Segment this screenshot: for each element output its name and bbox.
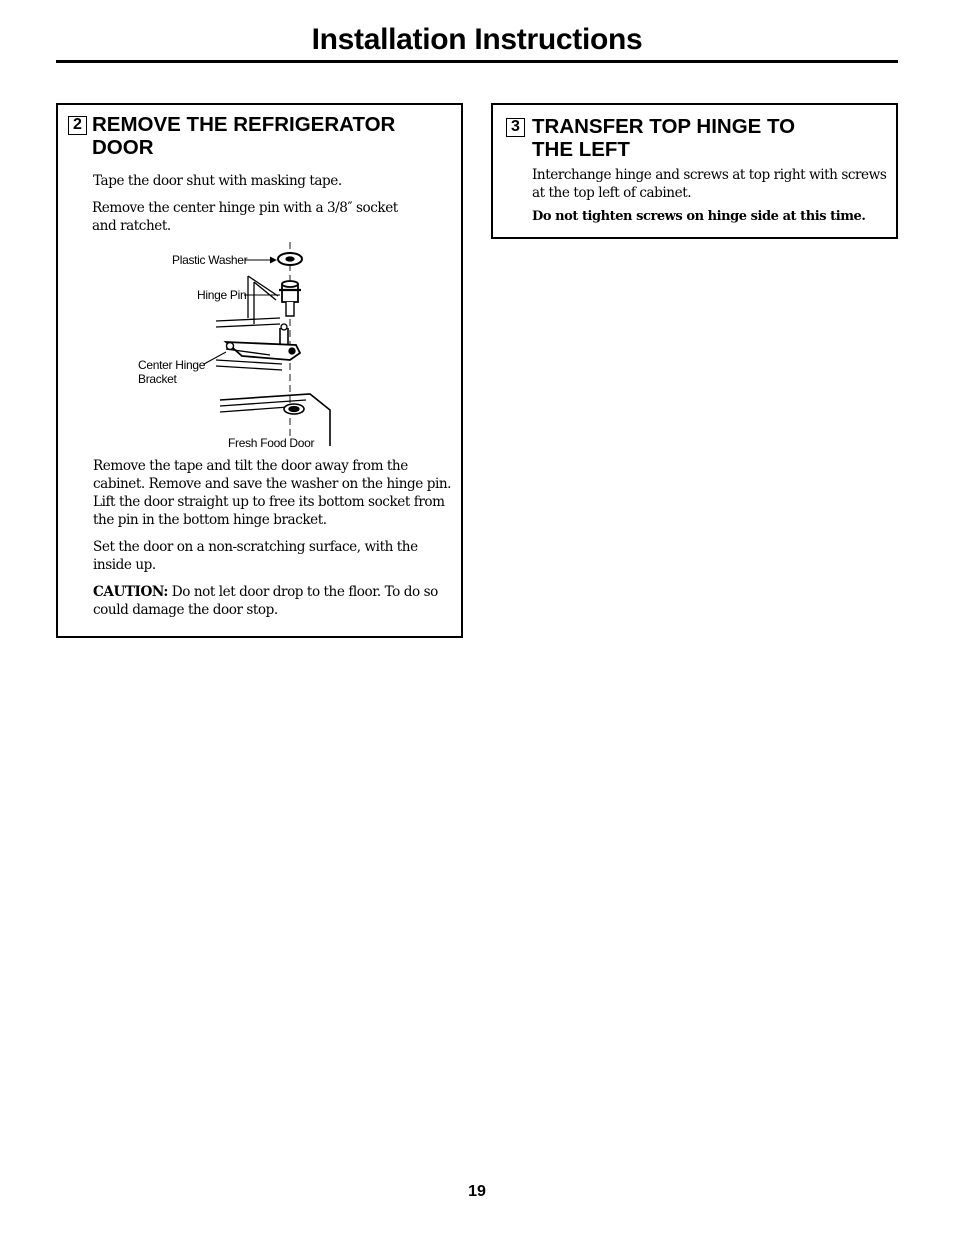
step-2-number: 2: [68, 116, 87, 135]
step-2-para-4-line2: inside up.: [93, 557, 156, 573]
step-3-heading: [532, 115, 795, 161]
step-2-para-2-line2: and ratchet.: [92, 218, 171, 234]
step-2-para-3-line2: cabinet. Remove and save the washer on the hinge pin.: [93, 476, 452, 492]
step-2-para-4: [93, 538, 418, 574]
page-number: 19: [468, 1183, 486, 1200]
label-center-hinge-line2: Bracket: [138, 372, 177, 386]
step-2-para-2-line1: Remove the center hinge pin with a 3/8″ socket: [92, 200, 398, 216]
label-center-hinge-bracket: [138, 358, 205, 386]
caution-text-1: Do not let door drop to the floor. To do so: [167, 584, 438, 600]
step-2-para-4-line1: Set the door on a non-scratching surface, with the: [93, 539, 418, 555]
caution-label: CAUTION:: [93, 584, 168, 600]
step-3-para-1-line2: at the top left of cabinet.: [532, 185, 692, 201]
step-2-heading: [92, 113, 395, 159]
step-2-caution: [93, 583, 438, 619]
label-plastic-washer: Plastic Washer: [172, 253, 248, 267]
step-3-number: 3: [506, 118, 525, 137]
step-2-heading-line1: REMOVE THE REFRIGERATOR: [92, 113, 396, 136]
caution-text-2: could damage the door stop.: [93, 602, 278, 618]
step-2-para-2: [92, 199, 398, 235]
step-3-heading-line1: TRANSFER TOP HINGE TO: [532, 115, 796, 138]
step-3-heading-line2: THE LEFT: [532, 138, 630, 161]
step-2-para-3-line3: Lift the door straight up to free its bottom socket from: [93, 494, 445, 510]
label-fresh-food-door: Fresh Food Door: [228, 436, 315, 450]
step-2-heading-line2: DOOR: [92, 136, 154, 159]
title-rule: [56, 60, 898, 63]
hinge-illustration: [130, 238, 370, 460]
label-center-hinge-line1: Center Hinge: [138, 358, 206, 372]
step-3-para-1: [532, 166, 886, 202]
step-3-para-2: Do not tighten screws on hinge side at this time.: [532, 209, 866, 224]
step-2-para-3: [93, 457, 451, 529]
step-3-para-1-line1: Interchange hinge and screws at top right with screws: [532, 167, 887, 183]
page-title: Installation Instructions: [311, 23, 643, 56]
label-hinge-pin: Hinge Pin: [197, 288, 247, 302]
step-2-para-1: Tape the door shut with masking tape.: [93, 173, 342, 189]
step-2-para-3-line1: Remove the tape and tilt the door away from the: [93, 458, 408, 474]
step-2-caution-line1: [93, 583, 438, 601]
step-2-para-3-line4: the pin in the bottom hinge bracket.: [93, 512, 327, 528]
